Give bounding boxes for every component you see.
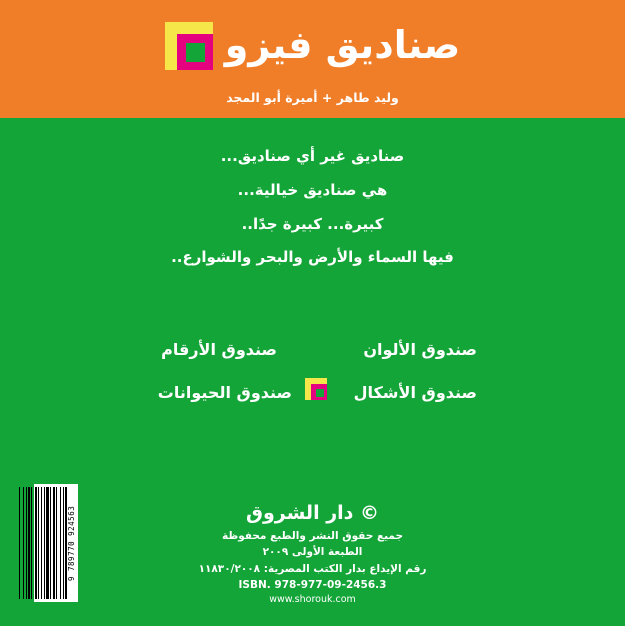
blurb-line: كبيرة... كبيرة جدًا.. xyxy=(241,214,384,233)
barcode-bar xyxy=(38,487,39,599)
series-titles-block xyxy=(0,328,625,418)
barcode-bar xyxy=(60,487,61,599)
barcode-bar xyxy=(45,487,46,599)
cover-header xyxy=(0,0,625,118)
cube-icon xyxy=(165,22,213,70)
colophon xyxy=(0,502,625,608)
barcode-bar xyxy=(57,487,60,599)
barcode-bar xyxy=(20,487,23,599)
barcode-bar xyxy=(56,487,57,599)
barcode-bar xyxy=(28,487,30,599)
barcode-bar xyxy=(27,487,28,599)
cube-inner-square xyxy=(186,43,205,62)
barcode-bars xyxy=(18,487,67,599)
barcode-bar xyxy=(49,487,50,599)
barcode-bar xyxy=(44,487,45,599)
mini-cube-inner-square xyxy=(316,389,324,397)
barcode-bar xyxy=(64,487,65,599)
barcode-bar xyxy=(39,487,41,599)
barcode-bar xyxy=(41,487,42,599)
cube-top-face xyxy=(165,22,213,34)
barcode-number: 9 789770 924563 xyxy=(67,505,76,581)
cube-left-face xyxy=(165,34,177,70)
barcode-bar xyxy=(50,487,51,599)
barcode-bar xyxy=(42,487,44,599)
barcode-bar xyxy=(23,487,24,599)
barcode-bar xyxy=(51,487,53,599)
barcode xyxy=(34,484,78,602)
blurb-line: هي صناديق خيالية... xyxy=(237,180,388,199)
blurb-block xyxy=(0,140,625,275)
barcode-bar xyxy=(31,487,32,599)
website-link[interactable]: www.shorouk.com xyxy=(269,594,356,606)
barcode-bar xyxy=(19,487,20,599)
authors-line: وليد طاهر + أميرة أبو المجد xyxy=(226,90,399,105)
series-title-animals: صندوق الحيوانات xyxy=(157,383,292,402)
series-title-colors: صندوق الألوان xyxy=(363,340,477,359)
cover-body xyxy=(0,118,625,626)
isbn-line: ISBN. 978-977-09-2456.3 xyxy=(238,579,387,592)
series-title-numbers: صندوق الأرقام xyxy=(161,340,277,359)
barcode-bar xyxy=(63,487,64,599)
publisher-name: © دار الشروق xyxy=(245,502,380,525)
barcode-bar xyxy=(35,487,37,599)
barcode-bar xyxy=(61,487,63,599)
barcode-bar xyxy=(46,487,49,599)
barcode-bar xyxy=(30,487,31,599)
series-title-shapes: صندوق الأشكال xyxy=(353,383,477,402)
blurb-line: صناديق غير أي صناديق... xyxy=(220,147,405,165)
barcode-bar xyxy=(32,487,35,599)
page-title: صناديق فيزو xyxy=(224,23,461,68)
barcode-bar xyxy=(53,487,55,599)
edition-line: الطبعة الأولى ٢٠٠٩ xyxy=(262,546,363,559)
mini-cube-icon xyxy=(305,378,327,400)
barcode-bar xyxy=(18,487,19,599)
rights-line: جميع حقوق النشر والطبع محفوظة xyxy=(221,530,404,543)
barcode-bar xyxy=(26,487,27,599)
blurb-line: فيها السماء والأرض والبحر والشوارع.. xyxy=(171,248,454,267)
barcode-bar xyxy=(37,487,38,599)
deposit-line: رقم الإيداع بدار الكتب المصرية: ١١٨٣٠/٢٠٠٨ xyxy=(198,562,427,575)
barcode-bar xyxy=(24,487,26,599)
barcode-bar xyxy=(55,487,56,599)
title-row xyxy=(0,22,625,70)
